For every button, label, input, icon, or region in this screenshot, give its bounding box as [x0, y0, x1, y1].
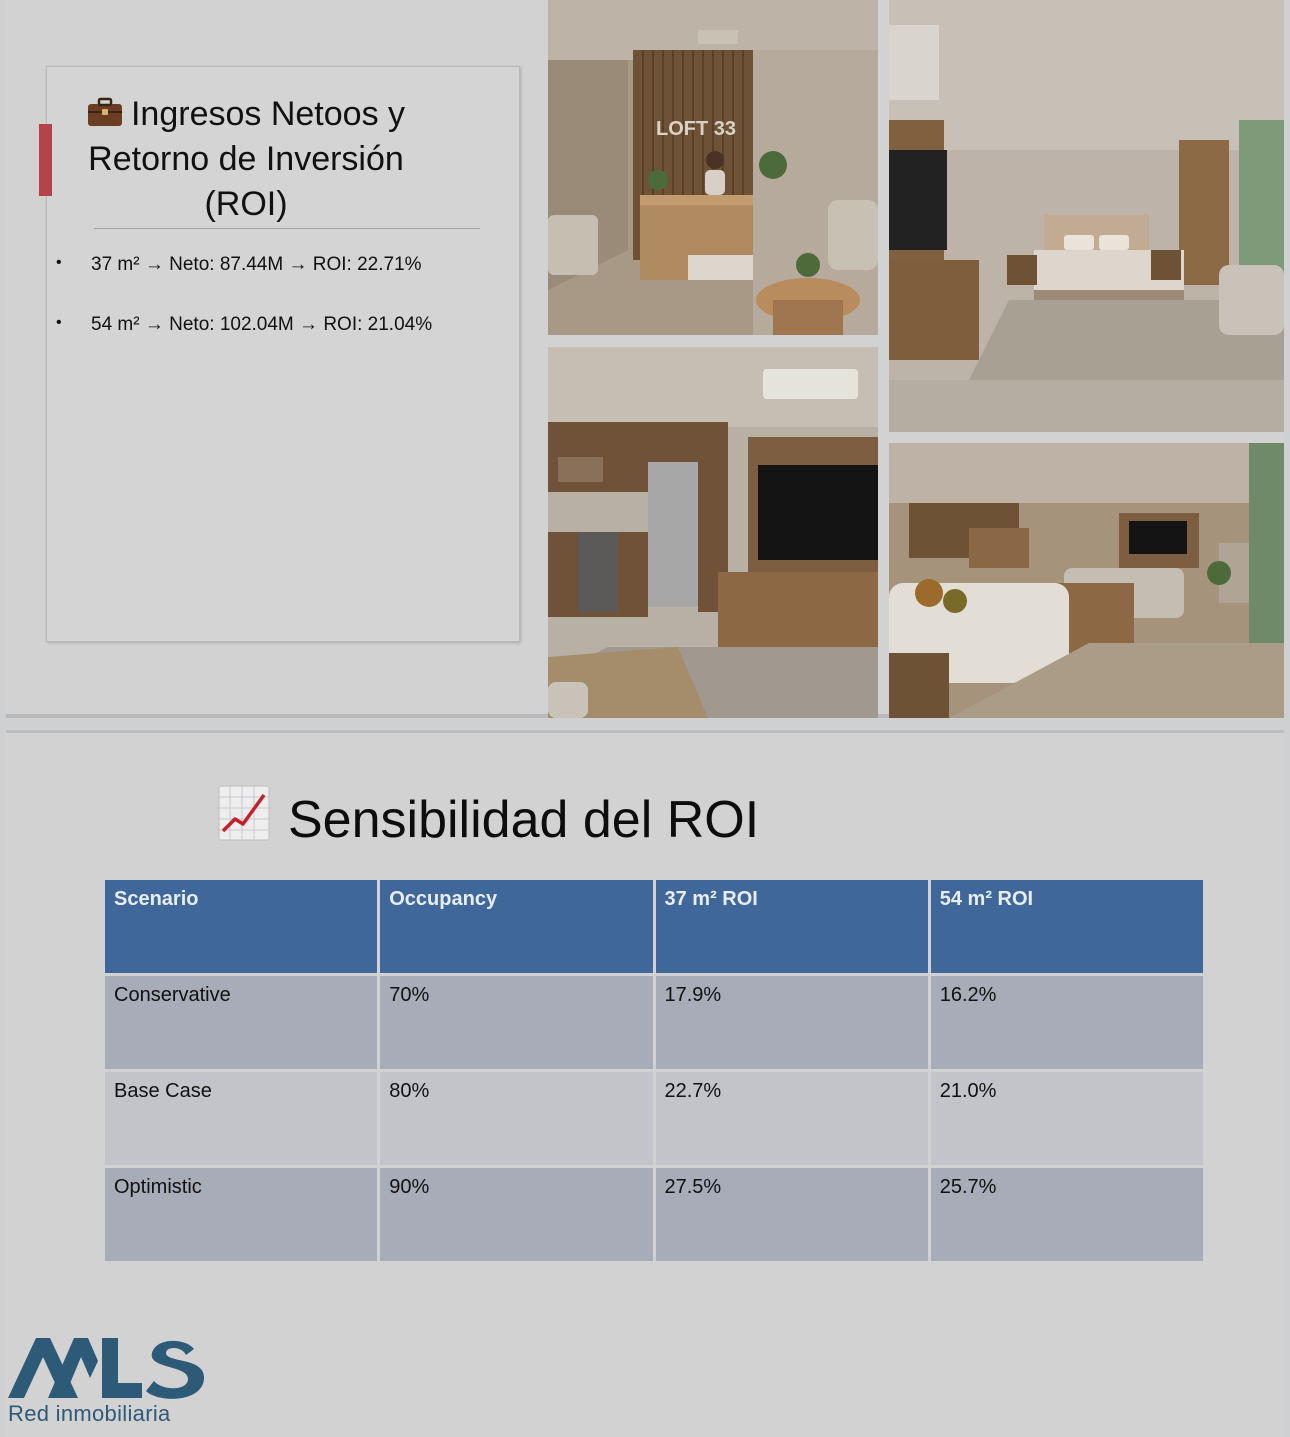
table-cell: 22.7% — [654, 1071, 929, 1167]
mls-logo-mark — [6, 1333, 206, 1403]
chart-increasing-icon — [218, 785, 270, 841]
table-cell: 21.0% — [929, 1071, 1204, 1167]
table-cell: 16.2% — [929, 975, 1204, 1071]
roi-bullet-list — [56, 254, 432, 374]
table-row — [104, 1167, 1205, 1263]
table-row — [104, 1071, 1205, 1167]
roi-sensitivity-table — [102, 877, 1206, 1264]
table-header-row — [104, 879, 1205, 975]
table-cell: Conservative — [104, 975, 379, 1071]
table-cell: Optimistic — [104, 1167, 379, 1263]
logo-tagline: Red inmobiliaria — [8, 1401, 171, 1426]
table-row — [104, 975, 1205, 1071]
column-header: 54 m² ROI — [929, 879, 1204, 975]
card-title-text: Ingresos Netoos y Retorno de Inversión (ROI) — [88, 95, 406, 223]
accent-bar — [39, 124, 52, 196]
column-header: Occupancy — [379, 879, 654, 975]
table-cell: 27.5% — [654, 1167, 929, 1263]
title-divider — [94, 228, 480, 229]
table-cell: Base Case — [104, 1071, 379, 1167]
table-cell: 70% — [379, 975, 654, 1071]
column-header: 37 m² ROI — [654, 879, 929, 975]
table-cell: 17.9% — [654, 975, 929, 1071]
list-item: • 54 m² → Neto: 102.04M → ROI: 21.04% — [56, 314, 433, 335]
table-cell: 80% — [379, 1071, 654, 1167]
section-title-text: Sensibilidad del ROI — [288, 791, 760, 849]
table-cell: 25.7% — [929, 1167, 1204, 1263]
column-header: Scenario — [104, 879, 379, 975]
kitchen-living-photo — [548, 347, 878, 718]
list-item: • 37 m² → Neto: 87.44M → ROI: 22.71% — [56, 254, 422, 275]
briefcase-icon — [87, 97, 123, 127]
card-title — [76, 92, 416, 227]
mls-logo — [6, 1333, 216, 1428]
studio-overview-photo — [889, 443, 1284, 718]
bedroom-photo — [889, 0, 1284, 432]
section-title — [218, 785, 759, 855]
table-cell: 90% — [379, 1167, 654, 1263]
top-slide — [6, 0, 1284, 718]
loft-sign: LOFT 33 — [656, 118, 737, 140]
bottom-slide — [6, 730, 1284, 1437]
reception-photo — [548, 0, 878, 335]
